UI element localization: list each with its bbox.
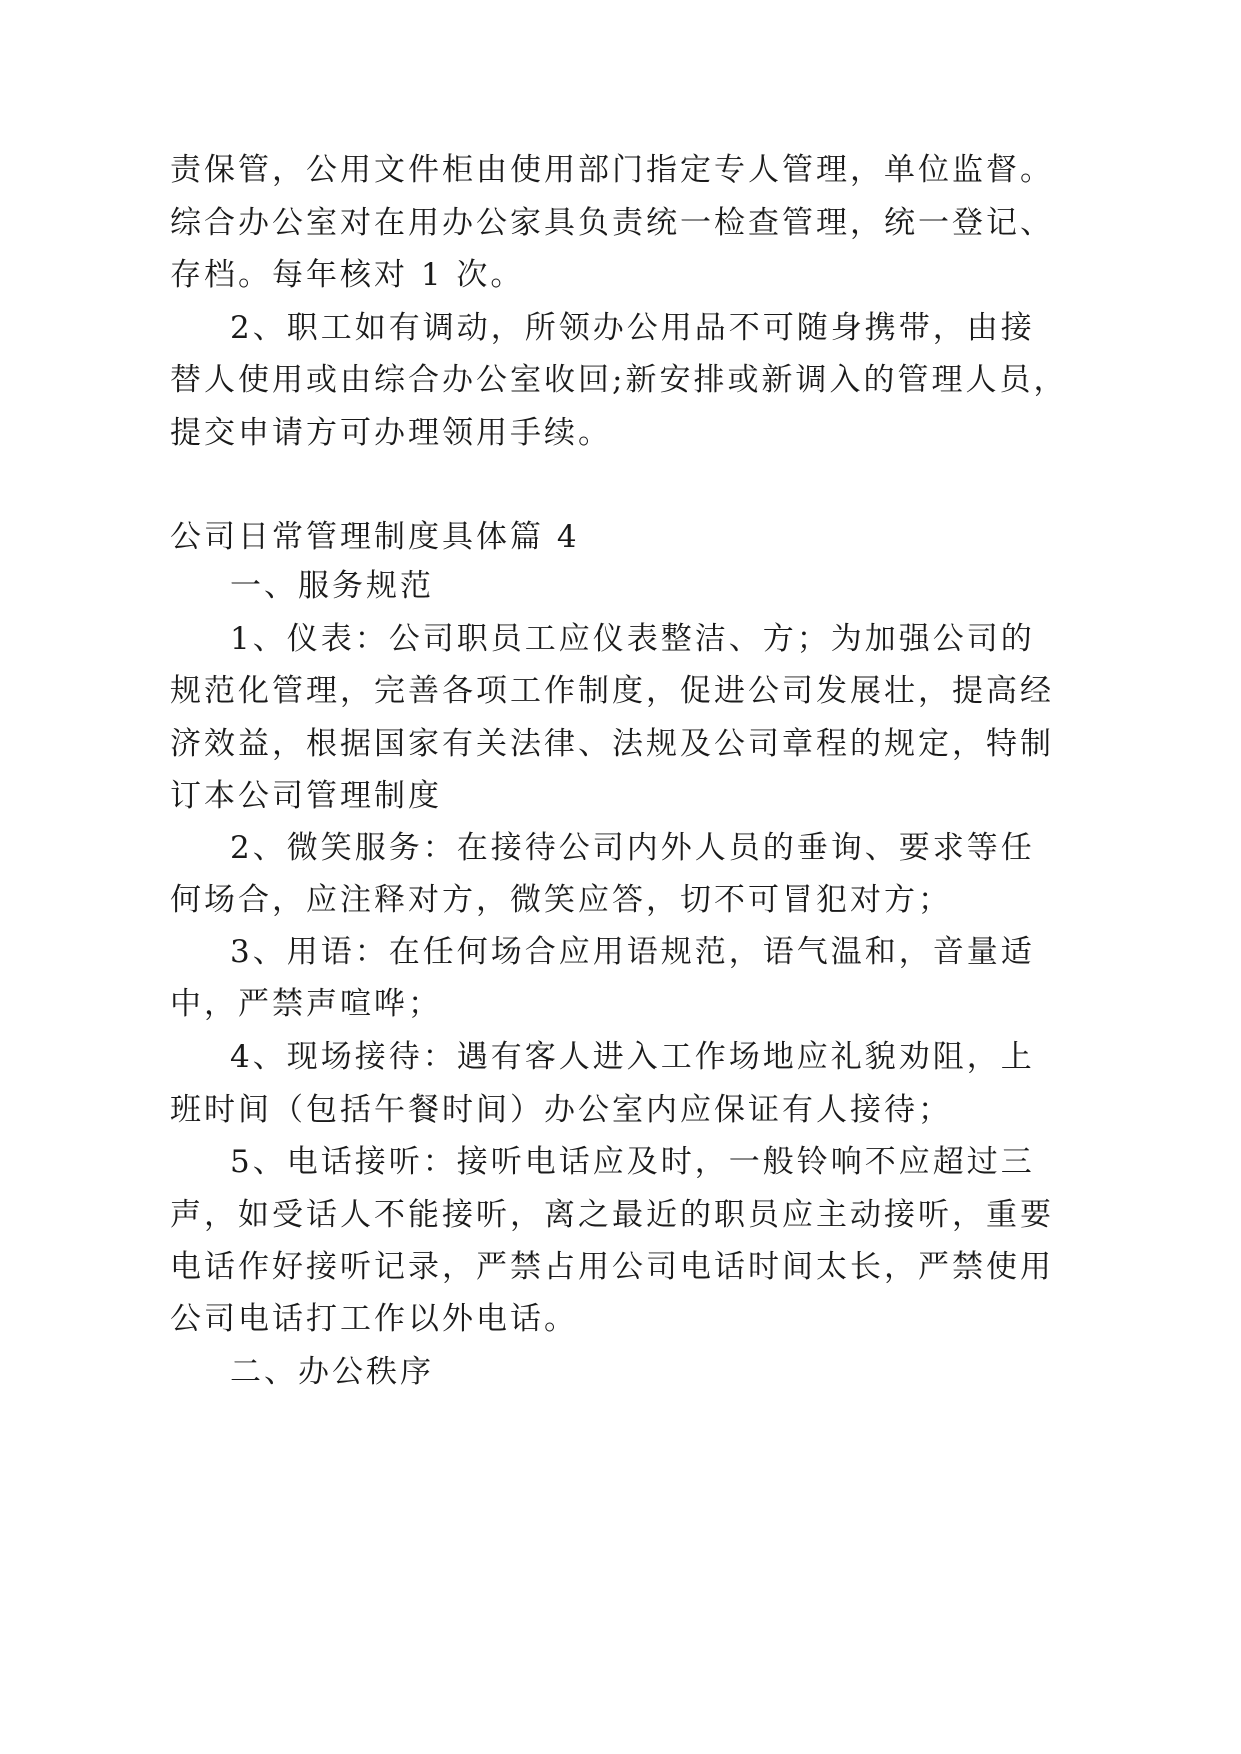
text-line: 规范化管理，完善各项工作制度，促进公司发展壮，提高经: [170, 673, 1054, 709]
text-line: 公司电话打工作以外电话。: [170, 1301, 578, 1337]
paragraph-start: 2、职工如有调动，所领办公用品不可随身携带，由接: [230, 310, 1035, 346]
text-line: 订本公司管理制度: [170, 778, 442, 814]
paragraph-start: 2、微笑服务：在接待公司内外人员的垂询、要求等任: [230, 830, 1035, 866]
text-line: 中，严禁声喧哗；: [170, 986, 442, 1022]
text-line: 替人使用或由综合办公室收回;新安排或新调入的管理人员，: [170, 362, 1068, 398]
text-line: 电话作好接听记录，严禁占用公司电话时间太长，严禁使用: [170, 1249, 1054, 1285]
paragraph-start: 5、电话接听：接听电话应及时，一般铃响不应超过三: [230, 1144, 1035, 1180]
text-line: 何场合，应注释对方，微笑应答，切不可冒犯对方；: [170, 882, 952, 918]
subsection-heading: 一、服务规范: [230, 568, 434, 604]
subsection-heading: 二、办公秩序: [230, 1354, 434, 1390]
text-line: 提交申请方可办理领用手续。: [170, 415, 612, 451]
text-line: 班时间（包括午餐时间）办公室内应保证有人接待；: [170, 1092, 952, 1128]
text-line: 综合办公室对在用办公家具负责统一检查管理，统一登记、: [170, 205, 1054, 241]
paragraph-start: 1、仪表：公司职员工应仪表整洁、方；为加强公司的: [230, 621, 1035, 657]
paragraph-start: 3、用语：在任何场合应用语规范，语气温和，音量适: [230, 934, 1035, 970]
text-line: 声，如受话人不能接听，离之最近的职员应主动接听，重要: [170, 1197, 1054, 1233]
paragraph-start: 4、现场接待：遇有客人进入工作场地应礼貌劝阻，上: [230, 1039, 1035, 1075]
text-line: 责保管，公用文件柜由使用部门指定专人管理，单位监督。: [170, 152, 1054, 188]
text-line: 济效益，根据国家有关法律、法规及公司章程的规定，特制: [170, 726, 1054, 762]
text-line: 存档。每年核对 1 次。: [170, 257, 525, 293]
section-heading: 公司日常管理制度具体篇 4: [170, 519, 580, 555]
